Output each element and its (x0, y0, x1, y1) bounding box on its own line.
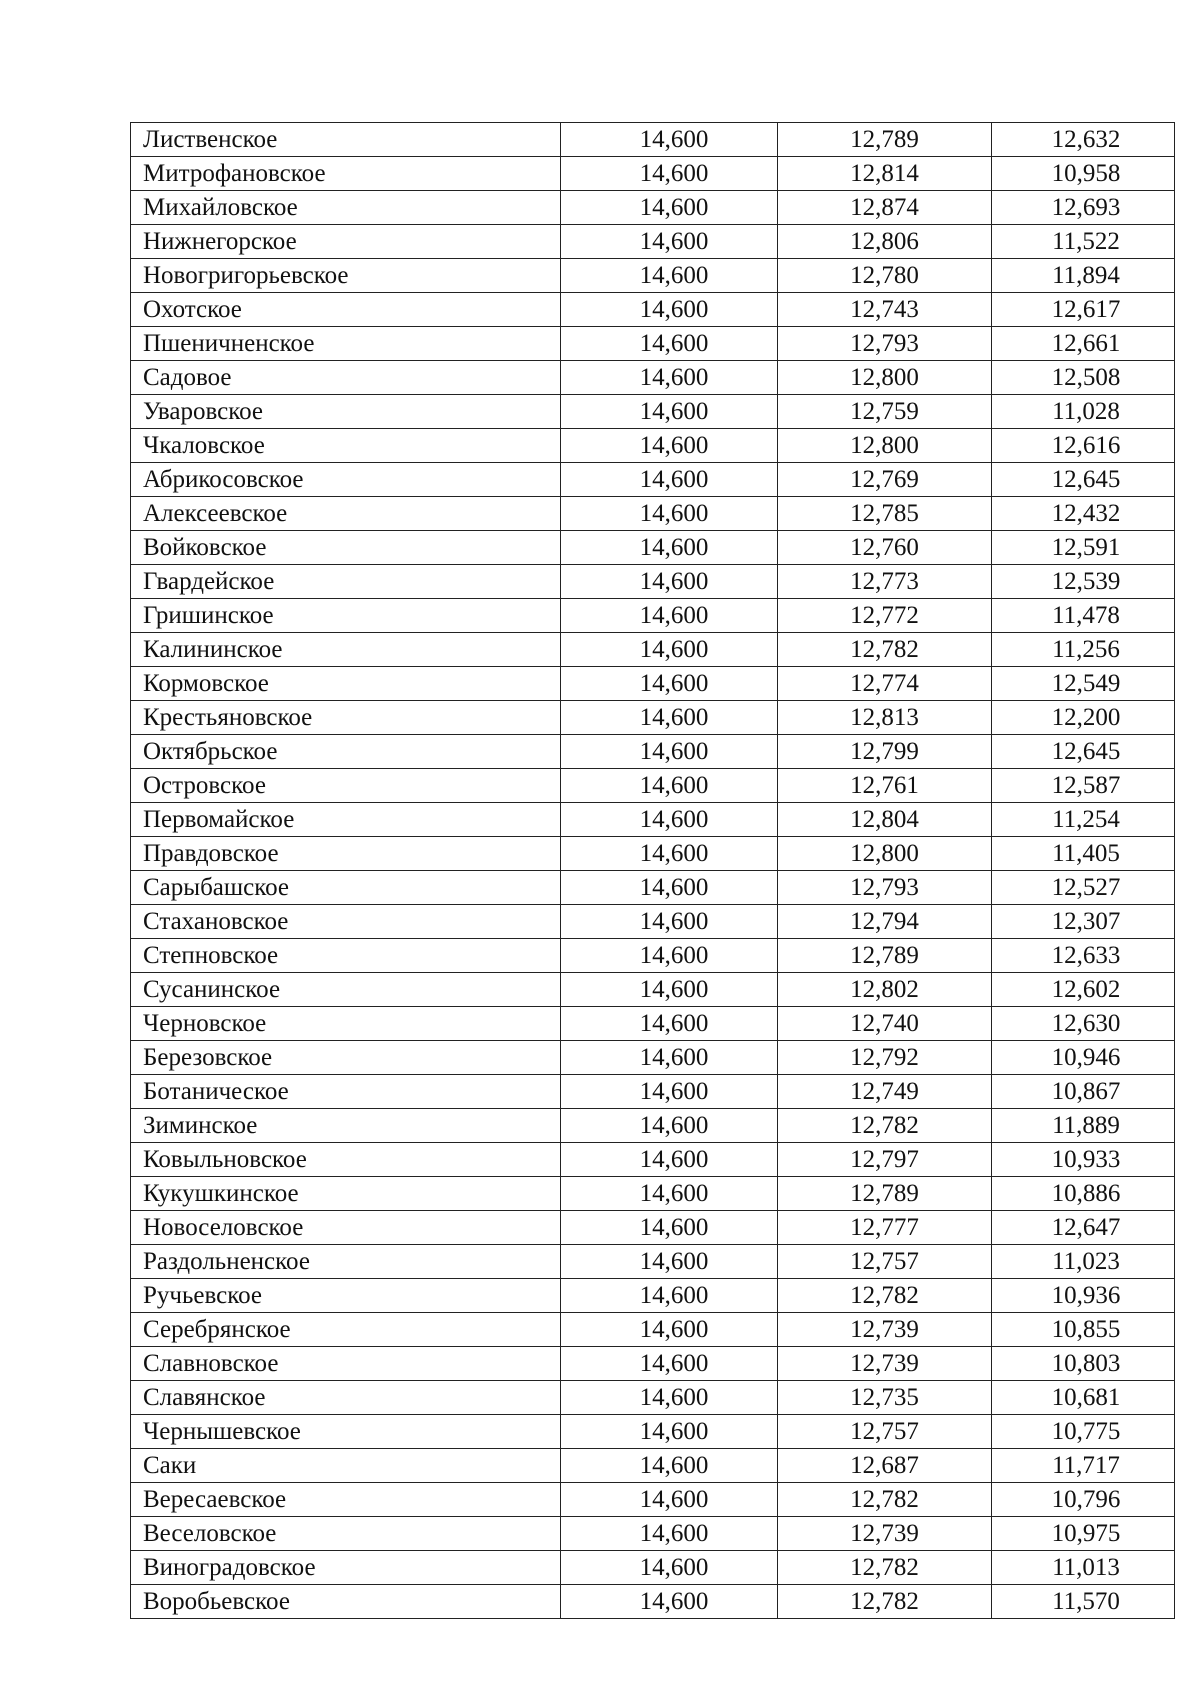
table-row (131, 1143, 1175, 1177)
settlement-name-cell: Стахановское (131, 905, 561, 939)
value-2-cell: 12,814 (778, 157, 992, 191)
table-row (131, 667, 1175, 701)
value-1-cell: 14,600 (561, 633, 778, 667)
settlement-name-cell: Сарыбашское (131, 871, 561, 905)
value-2-cell: 12,806 (778, 225, 992, 259)
settlement-name-cell: Островское (131, 769, 561, 803)
value-1-cell: 14,600 (561, 327, 778, 361)
value-1-cell: 14,600 (561, 1109, 778, 1143)
table-body (131, 123, 1175, 1619)
table-row (131, 1109, 1175, 1143)
value-3-cell: 12,602 (992, 973, 1175, 1007)
settlement-name-cell: Лиственское (131, 123, 561, 157)
value-3-cell: 11,256 (992, 633, 1175, 667)
table-row (131, 259, 1175, 293)
table-row (131, 599, 1175, 633)
settlement-name-cell: Крестьяновское (131, 701, 561, 735)
value-2-cell: 12,782 (778, 1109, 992, 1143)
value-2-cell: 12,743 (778, 293, 992, 327)
settlement-name-cell: Сусанинское (131, 973, 561, 1007)
value-1-cell: 14,600 (561, 1041, 778, 1075)
value-3-cell: 10,855 (992, 1313, 1175, 1347)
table-row (131, 905, 1175, 939)
value-2-cell: 12,769 (778, 463, 992, 497)
settlement-name-cell: Октябрьское (131, 735, 561, 769)
settlement-name-cell: Садовое (131, 361, 561, 395)
value-3-cell: 10,886 (992, 1177, 1175, 1211)
value-1-cell: 14,600 (561, 259, 778, 293)
settlement-name-cell: Уваровское (131, 395, 561, 429)
value-2-cell: 12,735 (778, 1381, 992, 1415)
value-3-cell: 10,803 (992, 1347, 1175, 1381)
value-1-cell: 14,600 (561, 293, 778, 327)
value-1-cell: 14,600 (561, 1075, 778, 1109)
table-row (131, 1279, 1175, 1313)
settlement-name-cell: Войковское (131, 531, 561, 565)
value-2-cell: 12,773 (778, 565, 992, 599)
table-row (131, 1245, 1175, 1279)
table-row (131, 1517, 1175, 1551)
settlement-name-cell: Абрикосовское (131, 463, 561, 497)
settlement-name-cell: Гвардейское (131, 565, 561, 599)
value-1-cell: 14,600 (561, 769, 778, 803)
value-3-cell: 12,591 (992, 531, 1175, 565)
value-1-cell: 14,600 (561, 1211, 778, 1245)
value-1-cell: 14,600 (561, 395, 778, 429)
table-row (131, 327, 1175, 361)
settlement-name-cell: Кормовское (131, 667, 561, 701)
value-2-cell: 12,749 (778, 1075, 992, 1109)
settlement-name-cell: Черновское (131, 1007, 561, 1041)
table-row (131, 565, 1175, 599)
table-row (131, 1041, 1175, 1075)
value-3-cell: 11,023 (992, 1245, 1175, 1279)
value-3-cell: 12,508 (992, 361, 1175, 395)
value-1-cell: 14,600 (561, 429, 778, 463)
settlement-name-cell: Кукушкинское (131, 1177, 561, 1211)
value-2-cell: 12,782 (778, 1483, 992, 1517)
settlement-name-cell: Раздольненское (131, 1245, 561, 1279)
value-3-cell: 10,933 (992, 1143, 1175, 1177)
value-3-cell: 12,645 (992, 463, 1175, 497)
settlement-name-cell: Веселовское (131, 1517, 561, 1551)
table-row (131, 1177, 1175, 1211)
settlement-name-cell: Пшеничненское (131, 327, 561, 361)
settlement-name-cell: Чкаловское (131, 429, 561, 463)
table-row (131, 1347, 1175, 1381)
value-1-cell: 14,600 (561, 667, 778, 701)
value-2-cell: 12,782 (778, 1279, 992, 1313)
value-3-cell: 12,693 (992, 191, 1175, 225)
value-1-cell: 14,600 (561, 599, 778, 633)
table-row (131, 191, 1175, 225)
table-row (131, 803, 1175, 837)
settlement-name-cell: Вересаевское (131, 1483, 561, 1517)
value-1-cell: 14,600 (561, 123, 778, 157)
table-row (131, 429, 1175, 463)
value-2-cell: 12,739 (778, 1313, 992, 1347)
value-3-cell: 11,889 (992, 1109, 1175, 1143)
value-3-cell: 12,587 (992, 769, 1175, 803)
value-2-cell: 12,780 (778, 259, 992, 293)
settlement-name-cell: Алексеевское (131, 497, 561, 531)
value-1-cell: 14,600 (561, 1007, 778, 1041)
value-2-cell: 12,777 (778, 1211, 992, 1245)
value-2-cell: 12,772 (778, 599, 992, 633)
value-2-cell: 12,739 (778, 1347, 992, 1381)
settlement-name-cell: Виноградовское (131, 1551, 561, 1585)
value-2-cell: 12,760 (778, 531, 992, 565)
settlement-name-cell: Правдовское (131, 837, 561, 871)
value-2-cell: 12,874 (778, 191, 992, 225)
value-3-cell: 12,661 (992, 327, 1175, 361)
value-3-cell: 12,630 (992, 1007, 1175, 1041)
settlement-name-cell: Саки (131, 1449, 561, 1483)
settlement-name-cell: Новогригорьевское (131, 259, 561, 293)
value-1-cell: 14,600 (561, 1313, 778, 1347)
table-row (131, 1313, 1175, 1347)
table-row (131, 1415, 1175, 1449)
value-3-cell: 11,405 (992, 837, 1175, 871)
value-3-cell: 11,013 (992, 1551, 1175, 1585)
value-1-cell: 14,600 (561, 531, 778, 565)
value-1-cell: 14,600 (561, 1517, 778, 1551)
settlement-name-cell: Охотское (131, 293, 561, 327)
value-1-cell: 14,600 (561, 1347, 778, 1381)
value-3-cell: 12,549 (992, 667, 1175, 701)
value-1-cell: 14,600 (561, 361, 778, 395)
value-2-cell: 12,813 (778, 701, 992, 735)
value-3-cell: 11,522 (992, 225, 1175, 259)
settlement-name-cell: Гришинское (131, 599, 561, 633)
value-3-cell: 11,478 (992, 599, 1175, 633)
value-1-cell: 14,600 (561, 463, 778, 497)
value-3-cell: 10,681 (992, 1381, 1175, 1415)
settlement-name-cell: Калининское (131, 633, 561, 667)
value-2-cell: 12,793 (778, 871, 992, 905)
value-1-cell: 14,600 (561, 973, 778, 1007)
table-row (131, 293, 1175, 327)
value-1-cell: 14,600 (561, 701, 778, 735)
table-row (131, 225, 1175, 259)
value-3-cell: 12,200 (992, 701, 1175, 735)
table-row (131, 531, 1175, 565)
value-3-cell: 11,028 (992, 395, 1175, 429)
value-2-cell: 12,794 (778, 905, 992, 939)
value-3-cell: 12,633 (992, 939, 1175, 973)
table-row (131, 871, 1175, 905)
settlement-name-cell: Серебрянское (131, 1313, 561, 1347)
value-1-cell: 14,600 (561, 905, 778, 939)
value-2-cell: 12,800 (778, 361, 992, 395)
value-3-cell: 12,432 (992, 497, 1175, 531)
table-row (131, 1551, 1175, 1585)
value-2-cell: 12,782 (778, 633, 992, 667)
value-1-cell: 14,600 (561, 1143, 778, 1177)
value-2-cell: 12,740 (778, 1007, 992, 1041)
value-2-cell: 12,789 (778, 123, 992, 157)
value-1-cell: 14,600 (561, 191, 778, 225)
value-3-cell: 10,946 (992, 1041, 1175, 1075)
value-2-cell: 12,792 (778, 1041, 992, 1075)
settlement-name-cell: Ковыльновское (131, 1143, 561, 1177)
table-row (131, 1381, 1175, 1415)
value-2-cell: 12,789 (778, 1177, 992, 1211)
value-2-cell: 12,789 (778, 939, 992, 973)
table-row (131, 973, 1175, 1007)
table-row (131, 157, 1175, 191)
table-row (131, 463, 1175, 497)
settlement-name-cell: Чернышевское (131, 1415, 561, 1449)
settlement-name-cell: Нижнегорское (131, 225, 561, 259)
settlement-name-cell: Первомайское (131, 803, 561, 837)
table-row (131, 1007, 1175, 1041)
value-2-cell: 12,757 (778, 1415, 992, 1449)
table-row (131, 1483, 1175, 1517)
table-row (131, 1449, 1175, 1483)
value-2-cell: 12,804 (778, 803, 992, 837)
table-row (131, 633, 1175, 667)
table-row (131, 1211, 1175, 1245)
table-row (131, 1585, 1175, 1619)
table-row (131, 939, 1175, 973)
value-2-cell: 12,687 (778, 1449, 992, 1483)
value-2-cell: 12,761 (778, 769, 992, 803)
table-row (131, 701, 1175, 735)
value-3-cell: 12,616 (992, 429, 1175, 463)
table-row (131, 497, 1175, 531)
value-1-cell: 14,600 (561, 1483, 778, 1517)
settlement-name-cell: Березовское (131, 1041, 561, 1075)
settlement-name-cell: Степновское (131, 939, 561, 973)
value-1-cell: 14,600 (561, 837, 778, 871)
settlement-name-cell: Славновское (131, 1347, 561, 1381)
value-3-cell: 10,958 (992, 157, 1175, 191)
value-1-cell: 14,600 (561, 939, 778, 973)
value-1-cell: 14,600 (561, 1415, 778, 1449)
value-2-cell: 12,799 (778, 735, 992, 769)
table-row (131, 123, 1175, 157)
value-1-cell: 14,600 (561, 1177, 778, 1211)
value-3-cell: 12,645 (992, 735, 1175, 769)
settlement-name-cell: Воробьевское (131, 1585, 561, 1619)
value-1-cell: 14,600 (561, 157, 778, 191)
value-1-cell: 14,600 (561, 1585, 778, 1619)
value-1-cell: 14,600 (561, 1551, 778, 1585)
value-2-cell: 12,782 (778, 1585, 992, 1619)
value-3-cell: 12,617 (992, 293, 1175, 327)
value-1-cell: 14,600 (561, 565, 778, 599)
value-1-cell: 14,600 (561, 735, 778, 769)
value-1-cell: 14,600 (561, 871, 778, 905)
value-2-cell: 12,800 (778, 837, 992, 871)
value-3-cell: 10,796 (992, 1483, 1175, 1517)
value-2-cell: 12,802 (778, 973, 992, 1007)
value-1-cell: 14,600 (561, 225, 778, 259)
value-3-cell: 11,717 (992, 1449, 1175, 1483)
table-row (131, 769, 1175, 803)
value-1-cell: 14,600 (561, 497, 778, 531)
value-2-cell: 12,797 (778, 1143, 992, 1177)
value-3-cell: 12,647 (992, 1211, 1175, 1245)
value-1-cell: 14,600 (561, 1245, 778, 1279)
settlement-name-cell: Ручьевское (131, 1279, 561, 1313)
value-3-cell: 12,539 (992, 565, 1175, 599)
value-1-cell: 14,600 (561, 1449, 778, 1483)
value-1-cell: 14,600 (561, 1381, 778, 1415)
value-2-cell: 12,782 (778, 1551, 992, 1585)
value-2-cell: 12,800 (778, 429, 992, 463)
value-2-cell: 12,785 (778, 497, 992, 531)
value-1-cell: 14,600 (561, 1279, 778, 1313)
table-row (131, 735, 1175, 769)
value-2-cell: 12,774 (778, 667, 992, 701)
value-3-cell: 12,632 (992, 123, 1175, 157)
value-2-cell: 12,757 (778, 1245, 992, 1279)
value-2-cell: 12,759 (778, 395, 992, 429)
value-1-cell: 14,600 (561, 803, 778, 837)
value-3-cell: 10,975 (992, 1517, 1175, 1551)
settlement-name-cell: Зиминское (131, 1109, 561, 1143)
table-row (131, 395, 1175, 429)
value-2-cell: 12,739 (778, 1517, 992, 1551)
table-row (131, 361, 1175, 395)
value-3-cell: 10,867 (992, 1075, 1175, 1109)
table-row (131, 1075, 1175, 1109)
table-row (131, 837, 1175, 871)
settlement-name-cell: Митрофановское (131, 157, 561, 191)
settlement-name-cell: Михайловское (131, 191, 561, 225)
data-table (130, 122, 1175, 1619)
value-3-cell: 12,307 (992, 905, 1175, 939)
value-2-cell: 12,793 (778, 327, 992, 361)
value-3-cell: 11,254 (992, 803, 1175, 837)
value-3-cell: 10,936 (992, 1279, 1175, 1313)
value-3-cell: 11,570 (992, 1585, 1175, 1619)
settlement-name-cell: Новоселовское (131, 1211, 561, 1245)
value-3-cell: 11,894 (992, 259, 1175, 293)
settlement-name-cell: Славянское (131, 1381, 561, 1415)
settlement-name-cell: Ботаническое (131, 1075, 561, 1109)
value-3-cell: 12,527 (992, 871, 1175, 905)
value-3-cell: 10,775 (992, 1415, 1175, 1449)
